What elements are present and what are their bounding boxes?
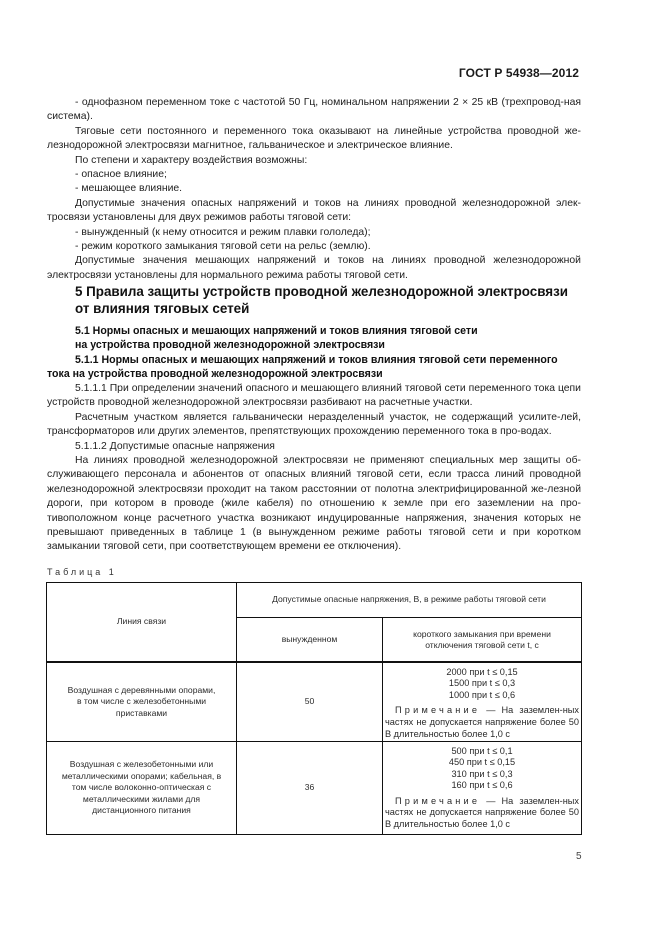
page-number: 5: [576, 851, 582, 862]
page-header: ГОСТ Р 54938—2012: [458, 66, 579, 80]
value: 450 при t ≤ 0,15: [448, 757, 516, 768]
paragraph: 5.1.1.2 Допустимые опасные напряжения: [75, 440, 275, 452]
header-forced: вынужденном: [281, 634, 338, 645]
paragraph: Допустимые значения мешающих напряжений и токов на линиях проводной железнодорожной электросвязи установлены для нормального режима работы тяговой сети.: [47, 255, 581, 281]
paragraph: 5.1.1.1 При определении значений опасного и мешающего влияний тяговой сети переменного тока цепи устройств проводной железнодорожной электросвязи разбивают на расчетные участки.: [47, 383, 581, 409]
value: 160 при t ≤ 0,6: [451, 780, 513, 791]
row1-forced: 50: [304, 696, 315, 707]
header-group: Допустимые опасные напряжения, В, в режиме работы тяговой сети: [272, 594, 546, 605]
note: Примечание — На заземлен-ных частях не допускается напряжение более 50 В длительностью более 1,0 с: [385, 795, 579, 830]
value: 2000 при t ≤ 0,15: [446, 667, 518, 677]
paragraph: - мешающее влияние.: [75, 183, 183, 195]
row2-forced: 36: [304, 782, 315, 793]
section-heading: 5 Правила защиты устройств проводной железнодорожной электросвязи от влияния тяговых сетей: [75, 284, 568, 316]
paragraph: По степени и характеру воздействия возможны:: [75, 154, 308, 166]
paragraph: Тяговые сети постоянного и переменного тока оказывают на линейные устройства проводной же-лезнодорожной электросвязи магнитное, гальваническое и электрическое влияние.: [47, 125, 581, 152]
row1-short-circuit: [385, 667, 579, 741]
table-1: [46, 582, 582, 835]
paragraph: - вынужденный (к нему относится и режим плавки гололеда);: [75, 226, 371, 238]
paragraph: Расчетным участком является гальванически неразделенный участок, не содержащий усилите-лей, трансформаторов или других элементов, препятствующих прохождению переменного тока в про-водах.: [47, 411, 581, 438]
value: 1500 при t ≤ 0,3: [448, 678, 516, 689]
header-line: Линия связи: [116, 616, 167, 627]
paragraph: - опасное влияние;: [75, 169, 167, 181]
subsection-heading-5-1: 5.1 Нормы опасных и мешающих напряжений и токов влияния тяговой сети на устройства проводной железнодорожной электросвязи: [75, 325, 478, 352]
header-short-circuit: короткого замыкания при времени отключения тяговой сети t, с: [413, 628, 551, 650]
paragraph: - однофазном переменном токе с частотой 50 Гц, номинальном напряжении 2 × 25 кВ (трехпровод-ная система).: [47, 97, 581, 123]
value: 1000 при t ≤ 0,6: [448, 689, 516, 700]
subsection-heading-5-1-1: 5.1.1 Нормы опасных и мешающих напряжений и токов влияния тяговой сети переменного тока на устройства проводной железнодорожной электросвязи: [47, 354, 558, 381]
value: 500 при t ≤ 0,1: [451, 746, 513, 756]
row1-line: Воздушная с деревянными опорами, в том числе с железобетонными приставками: [67, 684, 216, 718]
section-text: [47, 382, 581, 555]
paragraph: Допустимые значения опасных напряжений и токов на линиях проводной железнодорожной элек-тросвязи установлены для двух режимов работы тяговой сети:: [47, 197, 581, 224]
row2-line: Воздушная с железобетонными или металлическими опорами; кабельная, в том числе волоконно-оптическая с металлическими жилами для дистанционного питания: [61, 759, 222, 816]
value: 310 при t ≤ 0,3: [451, 768, 513, 779]
row2-short-circuit: [385, 746, 579, 831]
note: Примечание — На заземлен-ных частях не допускается напряжение более 50 В длительностью более 1,0 с: [385, 705, 579, 739]
paragraph: - режим короткого замыкания тяговой сети на рельс (землю).: [75, 241, 371, 253]
table-caption: Таблица 1: [47, 567, 117, 577]
intro-text: [47, 96, 581, 283]
paragraph: На линиях проводной железнодорожной электросвязи не применяют специальных мер защиты об-служивающего персонала и абонентов от опасных влияний тяговой сети, если трасса линий проводной железнодорожной электросвязи проходит на таком расстоянии от полотна электрифицированной же-лезной дороги, при котором в проводе (жиле кабеля) по отношению к земле при его заземлении на про-тивоположном конце расчетного участка возникают индуцированные напряжения, значения которых не превышают приведенных в таблице 1 (в вынужденном режиме работы тяговой сети и при коротком замыкании тяговой сети, при соответствующем времени ее отключения).: [47, 455, 581, 553]
